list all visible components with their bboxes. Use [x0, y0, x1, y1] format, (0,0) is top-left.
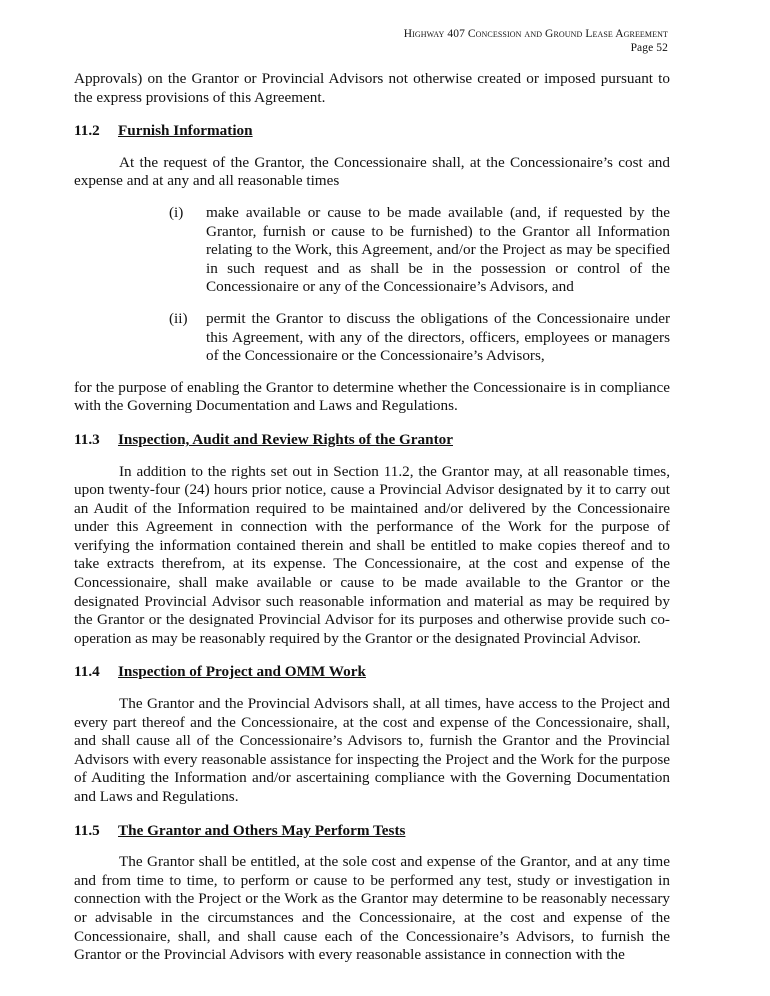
list-marker: (ii) [169, 309, 188, 327]
section-number: 11.3 [74, 430, 100, 448]
section-11-3-paragraph: In addition to the rights set out in Section 11.2, the Grantor may, at all reasonable times, upon twenty-four (24) hours prior notice, cause a Provincial Advisor designated by it to carry out an Audit of the Information required to be maintained and/or delivered by the Concessionaire under this Agreement in connection with the performance of the Work for the purpose of verifying the information contained therein and shall be entitled to make copies thereof and to take extracts therefrom, at its expense. The Concessionaire, at the cost and expense of the Concessionaire, shall make available or cause to be made available to the Grantor or the designated Provincial Advisor such reasonable information and material as may be required by the Grantor or the designated Provincial Advisor for its purposes and otherwise provide such co-operation as may be reasonably required by the Grantor or the designated Provincial Advisor. [74, 462, 670, 647]
list-item-text: make available or cause to be made available (and, if requested by the Grantor, furnish or cause to be furnished) to the Grantor all Information relating to the Work, this Agreement, and/or the Project as may be specified in such request and as shall be in the possession or control of the Concessionaire or any of the Concessionaire’s Advisors, and [206, 203, 670, 296]
section-11-4-paragraph: The Grantor and the Provincial Advisors shall, at all times, have access to the Project and every part thereof and the Concessionaire, at the cost and expense of the Concessionaire, shall, and shall cause all of the Concessionaire’s Advisors to, furnish the Grantor and the Provincial Advisors with every reasonable assistance for inspecting the Project and the Work for the purpose of Auditing the Information and/or ascertaining compliance with the Governing Documentation and Laws and Regulations. [74, 695, 670, 805]
section-number: 11.4 [74, 663, 100, 681]
list-item-i [169, 204, 670, 297]
section-number: 11.2 [74, 122, 100, 140]
section-title: Inspection of Project and OMM Work [118, 663, 366, 681]
list-item-ii [169, 310, 670, 366]
list-marker: (i) [169, 203, 184, 221]
section-title: Furnish Information [118, 122, 253, 140]
section-number: 11.5 [74, 821, 100, 839]
document-body [74, 70, 670, 965]
section-title: Inspection, Audit and Review Rights of the Grantor [118, 430, 453, 448]
page-header [404, 27, 668, 55]
intro-paragraph: Approvals) on the Grantor or Provincial Advisors not otherwise created or imposed pursuant to the express provisions of this Agreement. [74, 70, 670, 106]
section-title: The Grantor and Others May Perform Tests [118, 821, 406, 839]
section-11-5-heading [74, 822, 670, 841]
section-11-2-lead: At the request of the Grantor, the Concessionaire shall, at the Concessionaire’s cost and expense and at any and all reasonable times [74, 153, 670, 190]
header-title: Highway 407 Concession and Ground Lease Agreement [403, 28, 668, 40]
section-11-3-heading [74, 431, 670, 450]
section-11-5-paragraph: The Grantor shall be entitled, at the sole cost and expense of the Grantor, and at any time and from time to time, to perform or cause to be performed any test, study or investigation in connection with the Project or the Work as the Grantor may determine to be reasonably necessary or advisable in the circumstances and the Concessionaire, at the cost and expense of the Concessionaire, shall, and shall cause each of the Concessionaire’s Advisors, to furnish the Grantor or the Provincial Advisors with every reasonable assistance in connection with the [74, 853, 670, 964]
section-11-4-heading [74, 663, 670, 682]
section-11-2-heading [74, 122, 670, 141]
list-item-text: permit the Grantor to discuss the obligations of the Concessionaire under this Agreement, with any of the directors, officers, employees or managers of the Concessionaire or the Concessionaire’s Advisors, [206, 309, 670, 365]
header-page-number: Page 52 [630, 42, 668, 54]
section-11-2-closing: for the purpose of enabling the Grantor to determine whether the Concessionaire is in compliance with the Governing Documentation and Laws and Regulations. [74, 378, 670, 415]
